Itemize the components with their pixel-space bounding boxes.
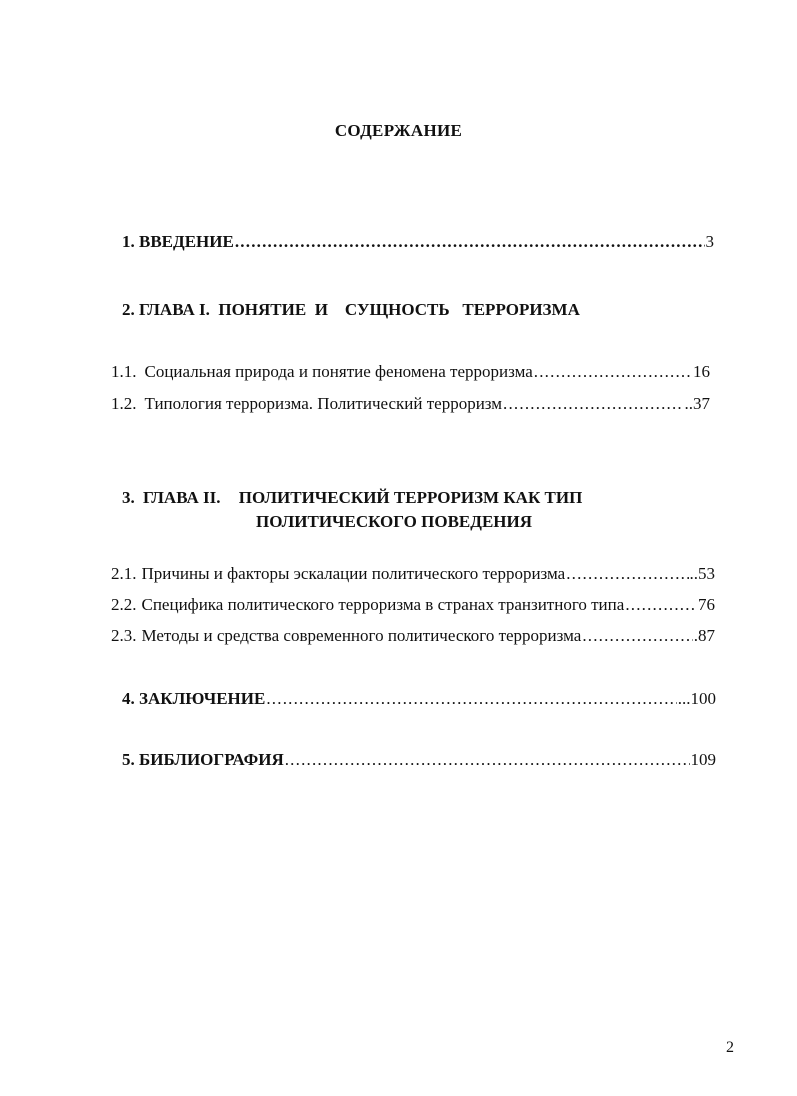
dot-leader xyxy=(566,564,688,584)
toc-entry-page: 109 xyxy=(690,750,716,769)
toc-entry-page: 3 xyxy=(705,232,714,251)
toc-entry-label: Специфика политического терроризма в странах транзитного типа xyxy=(141,595,625,614)
section-number: 2.2. xyxy=(111,595,137,614)
dot-leader xyxy=(582,626,692,646)
chapter-number: 2. xyxy=(122,300,135,319)
chapter-title-line-2: ПОЛИТИЧЕСКОГО ПОВЕДЕНИЯ xyxy=(256,512,533,531)
toc-entry-2-3[interactable] xyxy=(111,626,715,646)
toc-entry-page: ...100 xyxy=(677,689,716,708)
toc-entry-label: Методы и средства современного политического терроризма xyxy=(141,626,582,645)
dot-leader xyxy=(625,595,697,615)
toc-entry-1-2[interactable] xyxy=(111,394,710,414)
chapter-2-heading-line-2 xyxy=(256,510,532,534)
toc-entry-page: ..53 xyxy=(689,564,715,583)
chapter-2-heading[interactable] xyxy=(122,486,582,510)
toc-entry-label: 4. ЗАКЛЮЧЕНИЕ xyxy=(122,689,266,708)
toc-entry-label: Социальная природа и понятие феномена терроризма xyxy=(144,362,533,381)
toc-entry-introduction[interactable] xyxy=(122,232,714,252)
toc-entry-bibliography[interactable] xyxy=(122,750,716,770)
toc-entry-page: 76 xyxy=(698,595,715,614)
toc-entry-2-1[interactable] xyxy=(111,564,715,584)
dot-leader xyxy=(534,362,692,382)
toc-entry-label: 5. БИБЛИОГРАФИЯ xyxy=(122,750,284,769)
toc-entry-page: .87 xyxy=(693,626,715,645)
section-number: 2.3. xyxy=(111,626,137,645)
toc-entry-1-1[interactable] xyxy=(111,362,710,382)
dot-leader xyxy=(503,394,683,414)
dot-leader xyxy=(285,750,690,770)
page-number: 2 xyxy=(726,1039,734,1056)
chapter-1-heading[interactable] xyxy=(122,298,580,322)
toc-entry-conclusion[interactable] xyxy=(122,689,716,709)
toc-entry-page: ..37 xyxy=(684,394,710,413)
toc-entry-label: 1. ВВЕДЕНИЕ xyxy=(122,232,234,251)
section-number: 1.2. xyxy=(111,394,137,413)
toc-entry-label: Типология терроризма. Политический терроризм xyxy=(144,394,503,413)
chapter-title-line-1: ПОЛИТИЧЕСКИЙ ТЕРРОРИЗМ КАК ТИП xyxy=(238,488,583,507)
page-title: СОДЕРЖАНИЕ xyxy=(334,121,463,140)
toc-entry-page: 16 xyxy=(693,362,710,381)
chapter-label: ГЛАВА II. xyxy=(143,488,221,507)
toc-entry-2-2[interactable] xyxy=(111,595,715,615)
chapter-number: 3. xyxy=(122,488,135,507)
chapter-title: ГЛАВА I. ПОНЯТИЕ И СУЩНОСТЬ ТЕРРОРИЗМА xyxy=(139,300,580,319)
toc-entry-label: Причины и факторы эскалации политического терроризма xyxy=(141,564,566,583)
dot-leader xyxy=(266,689,676,709)
section-number: 1.1. xyxy=(111,362,137,381)
dot-leader xyxy=(235,232,705,252)
section-number: 2.1. xyxy=(111,564,137,583)
